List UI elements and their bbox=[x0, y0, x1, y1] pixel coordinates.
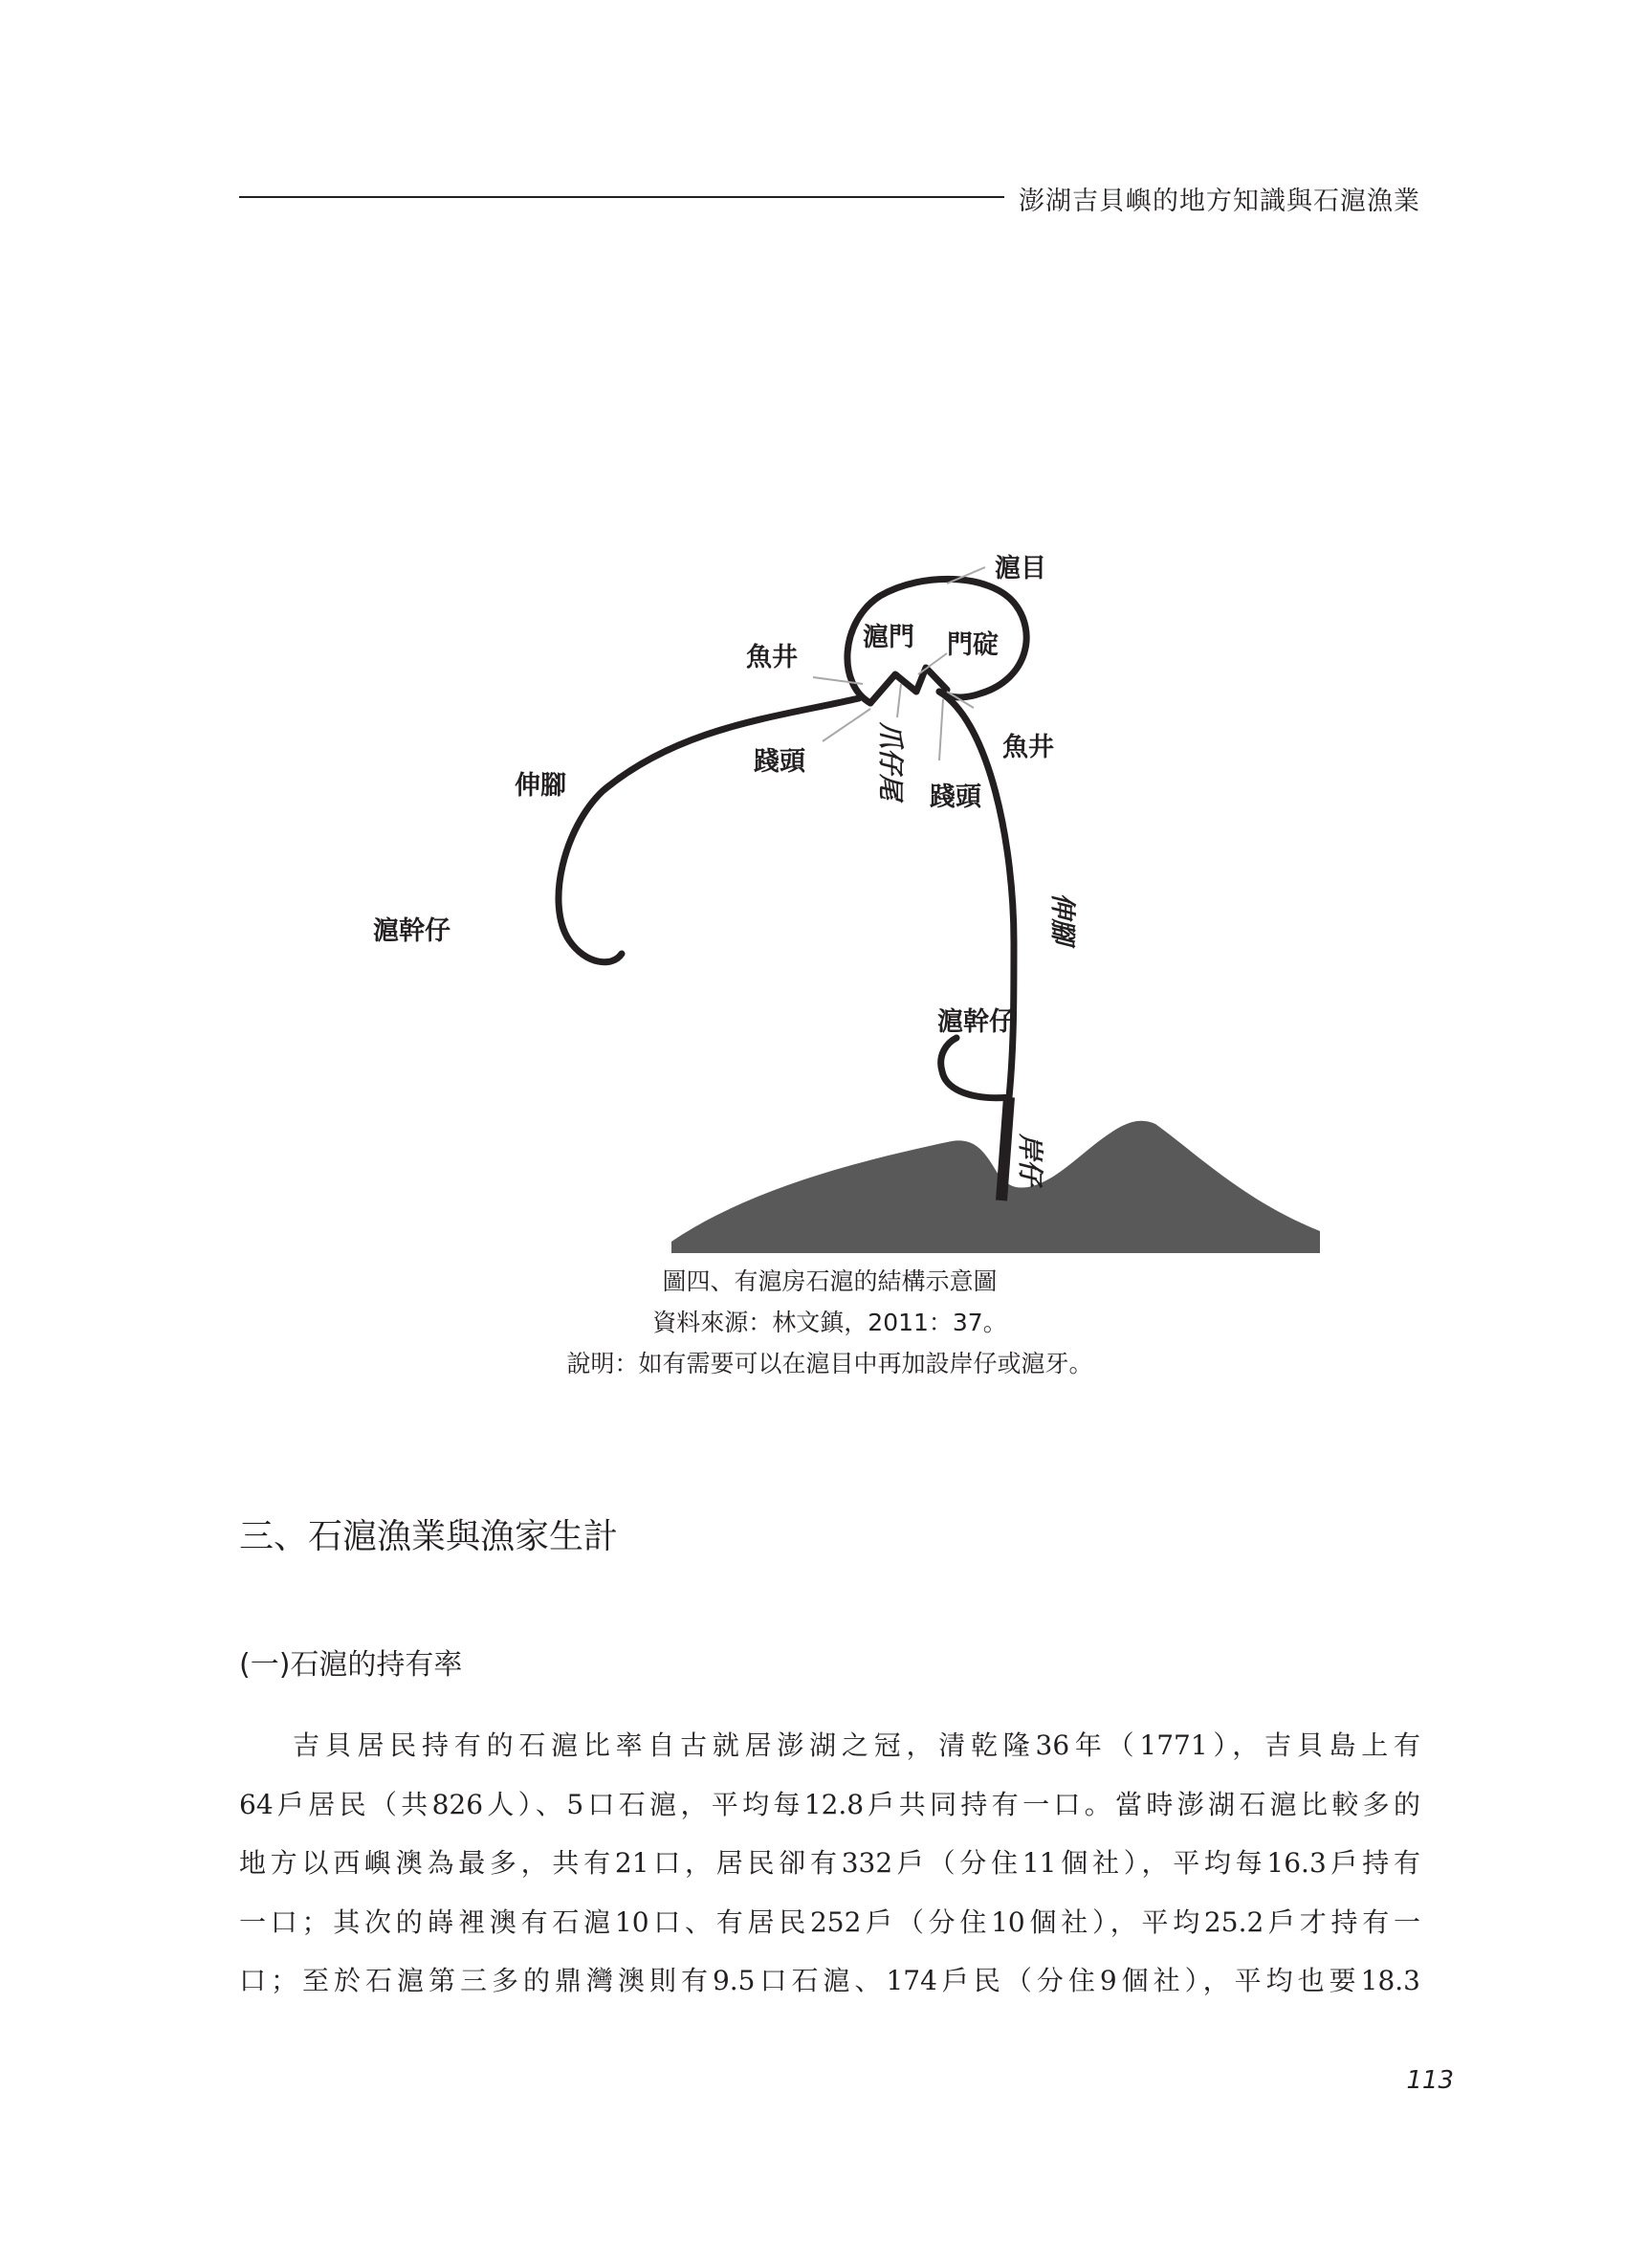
label-yu-jing-right: 魚井 bbox=[1002, 733, 1054, 762]
paragraph-line: 地方以西嶼澳為最多，共有21口，居民卻有332戶（分住11個社），平均每16.3戶持有 bbox=[239, 1847, 1420, 1879]
paragraph-line: 一口；其次的嵵裡澳有石滬10口、有居民252戶（分住10個社），平均25.2戶才持有一 bbox=[239, 1905, 1420, 1938]
subsection-heading: (一)石滬的持有率 bbox=[239, 1648, 463, 1682]
pointer-jian-tou-right bbox=[939, 699, 943, 760]
paragraph-line: 64戶居民（共826人）、5口石滬，平均每12.8戶共同持有一口。當時澎湖石滬比較多的 bbox=[239, 1788, 1420, 1820]
caption-source: 資料來源：林文鎮，2011：37。 bbox=[652, 1309, 1007, 1336]
stone-weir-structure-figure bbox=[373, 540, 1329, 1253]
label-shen-jiao-left: 伸腳 bbox=[515, 771, 566, 801]
label-an-zai: 岸仔 bbox=[1015, 1134, 1044, 1185]
stone-weir-diagram bbox=[373, 540, 1329, 1253]
header-rule bbox=[239, 196, 1004, 198]
figure-caption bbox=[239, 1261, 1420, 1384]
pointer-zhua-zai-wei bbox=[897, 684, 901, 717]
label-hu-gan-zai-left: 滬幹仔 bbox=[373, 916, 450, 946]
label-hu-gan-zai-right: 滬幹仔 bbox=[937, 1007, 1015, 1037]
running-title: 澎湖吉貝嶼的地方知識與石滬漁業 bbox=[1019, 187, 1420, 216]
label-zhua-zai-wei: 爪仔尾 bbox=[875, 722, 905, 800]
pointer-yu-jing-left bbox=[813, 677, 863, 684]
label-yu-jing-left: 魚井 bbox=[746, 643, 798, 672]
section-heading: 三、石滬漁業與漁家生計 bbox=[239, 1517, 619, 1556]
pointer-jian-tou-left bbox=[823, 709, 870, 741]
caption-note: 說明：如有需要可以在滬目中再加設岸仔或滬牙。 bbox=[566, 1350, 1093, 1377]
running-header bbox=[239, 178, 1420, 216]
page-number: 113 bbox=[1406, 2066, 1454, 2095]
paragraph-line: 吉貝居民持有的石滬比率自古就居澎湖之冠，清乾隆36年（1771），吉貝島上有 bbox=[293, 1729, 1420, 1761]
land-hills-shape bbox=[671, 1121, 1320, 1253]
trap-entrance-wall bbox=[870, 668, 947, 703]
label-shen-jiao-right: 伸腳 bbox=[1047, 892, 1077, 944]
an-zai-wall bbox=[1001, 1097, 1009, 1200]
label-hu-men: 滬門 bbox=[863, 623, 914, 652]
left-extension-arm bbox=[559, 698, 859, 962]
label-hu-mu: 滬目 bbox=[995, 554, 1046, 584]
caption-title: 圖四、有滬房石滬的結構示意圖 bbox=[662, 1267, 998, 1295]
label-jian-tou-left: 踐頭 bbox=[754, 747, 805, 777]
body-paragraph bbox=[239, 1716, 1420, 2011]
label-men-ding: 門碇 bbox=[947, 630, 999, 660]
paragraph-line: 口；至於石滬第三多的鼎灣澳則有9.5口石滬、174戶民（分住9個社），平均也要18.3 bbox=[239, 1965, 1420, 1996]
label-jian-tou-right: 踐頭 bbox=[930, 782, 981, 812]
